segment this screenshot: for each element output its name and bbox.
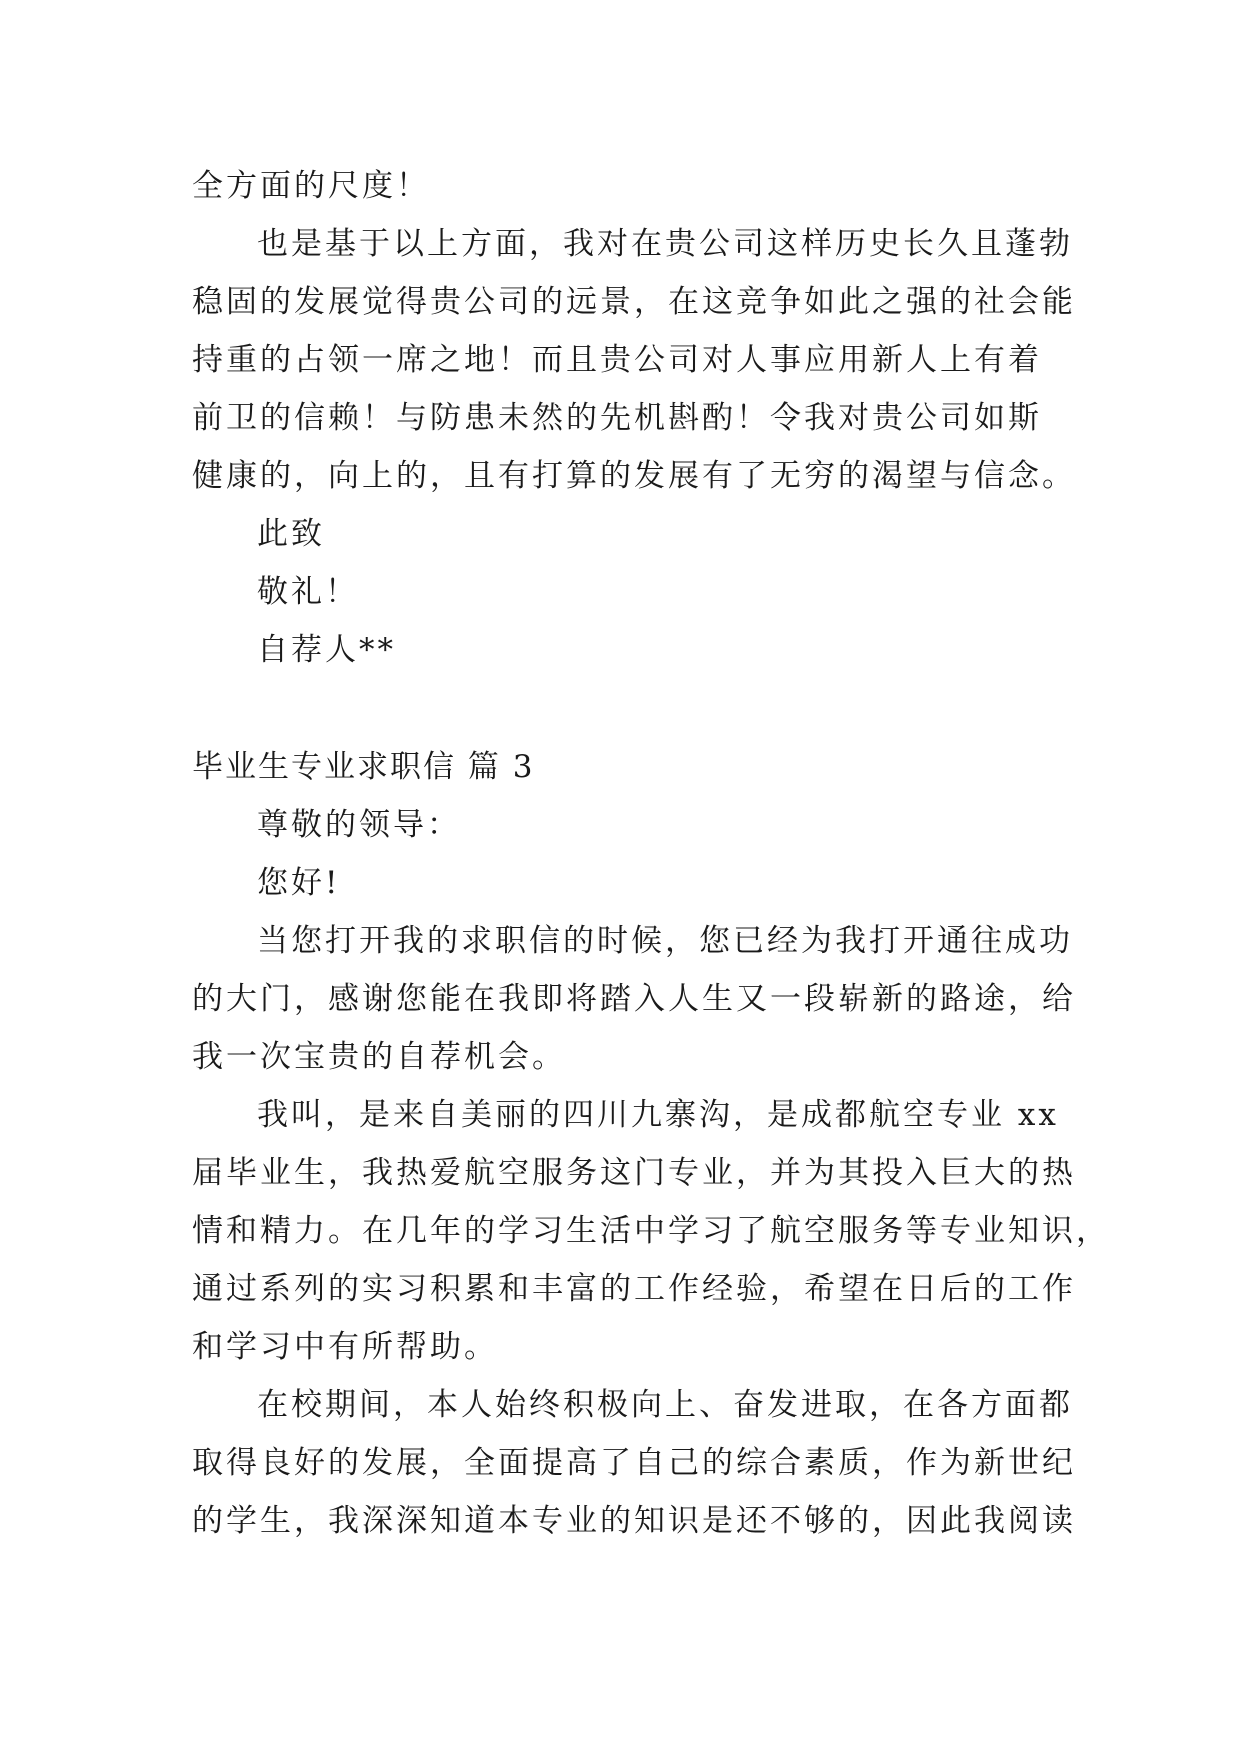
paragraph-line: 在校期间，本人始终积极向上、奋发进取，在各方面都	[257, 1387, 1073, 1423]
paragraph-line: 前卫的信赖！与防患未然的先机斟酌！令我对贵公司如斯	[192, 400, 1042, 436]
paragraph-line: 和学习中有所帮助。	[192, 1329, 498, 1365]
paragraph-line: 情和精力。在几年的学习生活中学习了航空服务等专业知识，	[192, 1213, 1110, 1249]
section-heading: 毕业生专业求职信 篇 3	[192, 749, 535, 785]
paragraph-line: 取得良好的发展，全面提高了自己的综合素质，作为新世纪	[192, 1445, 1076, 1481]
paragraph-line: 我一次宝贵的自荐机会。	[192, 1039, 566, 1075]
signature-line: 自荐人**	[257, 632, 396, 668]
paragraph-line: 健康的，向上的，且有打算的发展有了无穷的渴望与信念。	[192, 458, 1076, 494]
closing-line: 此致	[257, 516, 325, 552]
paragraph-line: 全方面的尺度！	[192, 168, 430, 204]
salutation-line: 尊敬的领导：	[257, 807, 461, 843]
paragraph-line: 的学生，我深深知道本专业的知识是还不够的，因此我阅读	[192, 1503, 1076, 1539]
paragraph-line: 稳固的发展觉得贵公司的远景，在这竞争如此之强的社会能	[192, 284, 1076, 320]
paragraph-line: 届毕业生，我热爱航空服务这门专业，并为其投入巨大的热	[192, 1155, 1076, 1191]
paragraph-line: 的大门，感谢您能在我即将踏入人生又一段崭新的路途，给	[192, 981, 1076, 1017]
paragraph-line: 通过系列的实习积累和丰富的工作经验，希望在日后的工作	[192, 1271, 1076, 1307]
closing-line: 敬礼！	[257, 574, 359, 610]
paragraph-line: 当您打开我的求职信的时候，您已经为我打开通往成功	[257, 923, 1073, 959]
paragraph-line: 我叫，是来自美丽的四川九寨沟，是成都航空专业 xx	[257, 1097, 1059, 1133]
greeting-line: 您好!	[257, 865, 341, 901]
paragraph-line: 也是基于以上方面，我对在贵公司这样历史长久且蓬勃	[257, 226, 1073, 262]
paragraph-line: 持重的占领一席之地！而且贵公司对人事应用新人上有着	[192, 342, 1042, 378]
